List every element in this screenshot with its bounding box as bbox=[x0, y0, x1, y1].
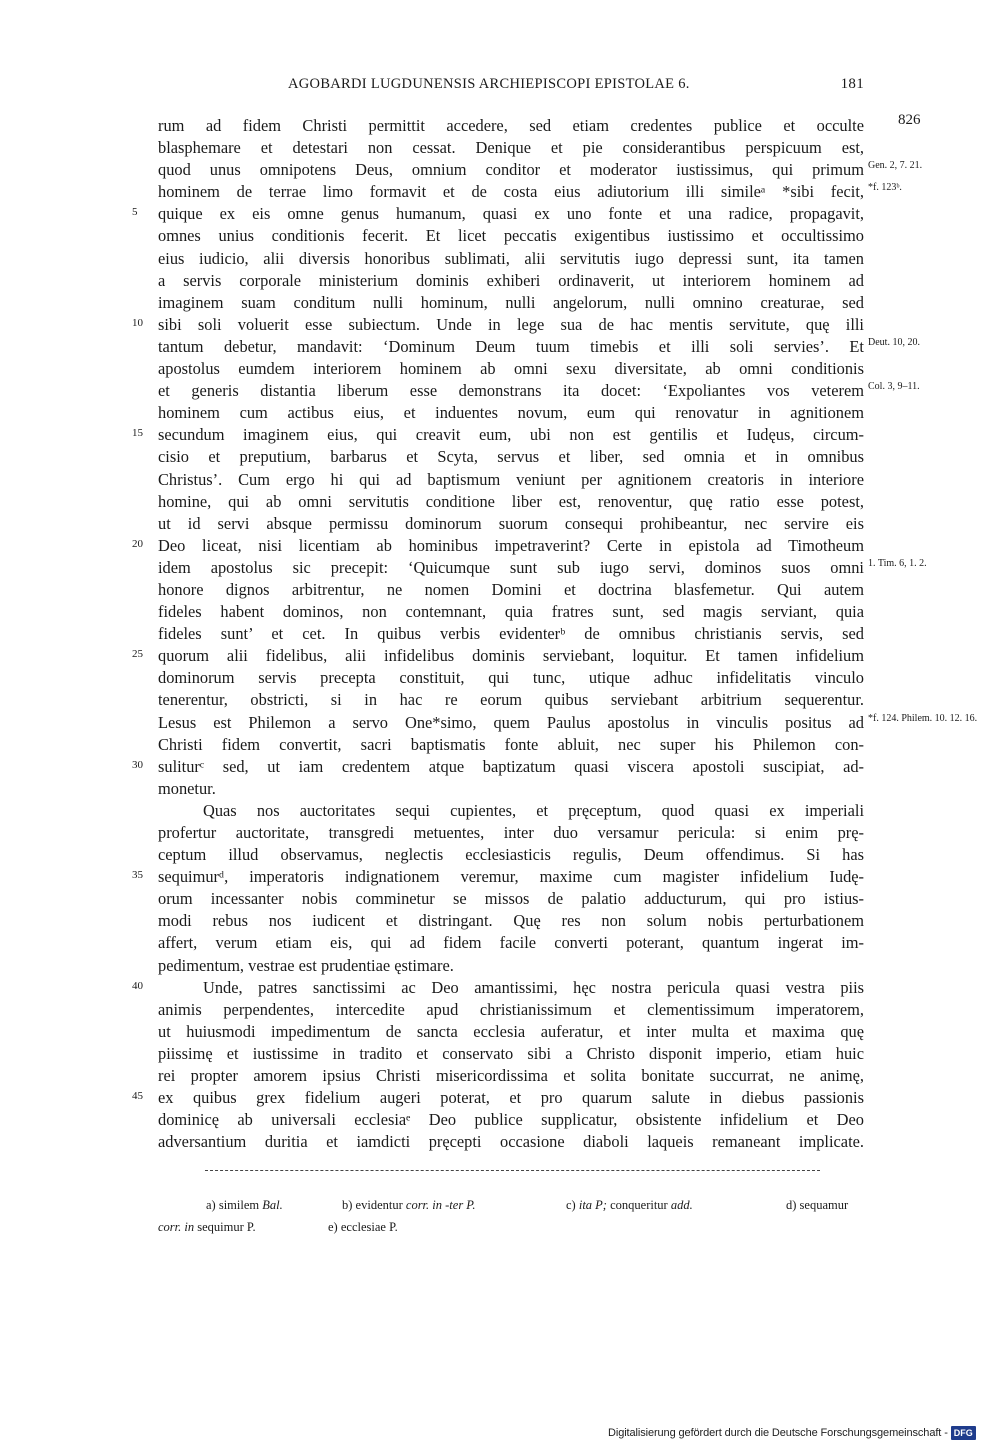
line-text: Deo liceat, nisi licentiam ab hominibus impetraverint? Certe in epistola ad Timotheum bbox=[158, 535, 864, 555]
line-text: rei propter amorem ipsius Christi misericordissima et solita bonitate succurrat, ne animę, bbox=[158, 1066, 864, 1086]
text-line bbox=[0, 866, 1000, 888]
credit-text: Digitalisierung gefördert durch die Deutsche Forschungsgemeinschaft - bbox=[608, 1427, 948, 1439]
text-line bbox=[0, 292, 1000, 314]
line-text: fideles habent dominos, non contemnant, quia fratres sunt, sed magis serviant, quia bbox=[158, 602, 864, 622]
line-text: sibi soli voluerit esse subiectum. Unde in lege sua de hac mentis servitute, quę illi bbox=[158, 314, 864, 334]
line-text: quod unus omnipotens Deus, omnium conditor et moderator iustissimus, qui primum bbox=[158, 160, 864, 180]
text-line bbox=[0, 1043, 1000, 1065]
footnote-e: e) ecclesiae P. bbox=[328, 1220, 398, 1234]
line-text: orum incessanter nobis comminetur se missos de palatio adducturum, qui pro istius- bbox=[158, 889, 864, 909]
text-line bbox=[0, 623, 1000, 645]
text-line bbox=[0, 557, 1000, 579]
line-text: affert, verum etiam eis, qui ad fidem facile converti poterant, quantum ingerat im- bbox=[158, 933, 864, 953]
text-line bbox=[0, 932, 1000, 954]
line-text: hominem cum actibus eius, et induentes novum, eum qui renovatur in agnitionem bbox=[158, 403, 864, 423]
text-line bbox=[0, 513, 1000, 535]
page-number: 181 bbox=[840, 76, 864, 92]
line-text: suliturᶜ sed, ut iam credentem atque baptizatum quasi viscera apostoli suscipiat, ad- bbox=[158, 756, 864, 776]
running-title: AGOBARDI LUGDUNENSIS ARCHIEPISCOPI EPISTOLAE 6. bbox=[288, 76, 690, 92]
line-text: blasphemare et detestari non cessat. Denique et pie considerantibus perspicuum est, bbox=[158, 138, 864, 158]
text-line bbox=[0, 1065, 1000, 1087]
margin-reference: Gen. 2, 7. 21. bbox=[868, 160, 923, 172]
line-text: dominorum servis precepta constituit, qui tunc, utique adhuc infidelitatis vinculo bbox=[158, 668, 864, 688]
text-line bbox=[0, 270, 1000, 292]
line-text: profertur auctoritate, transgredi metuentes, inter duo versamur pericula: si enim prę- bbox=[158, 823, 864, 842]
line-text: eius iudicio, alii diversis honoribus sublimati, alii servitutis iugo depressi sunt, ita tamen bbox=[158, 248, 864, 268]
line-text: Unde, patres sanctissimi ac Deo amantissimi, hęc nostra pericula quasi vestra piis bbox=[203, 977, 864, 997]
text-line bbox=[0, 446, 1000, 468]
line-text: rum ad fidem Christi permittit accedere, sed etiam credentes publice et occulte bbox=[158, 116, 864, 135]
footnote-separator bbox=[205, 1170, 820, 1171]
footnote-d: d) sequamur bbox=[786, 1198, 849, 1212]
text-line bbox=[0, 689, 1000, 711]
line-number: 30 bbox=[132, 758, 143, 771]
text-line bbox=[0, 380, 1000, 402]
line-text: ex quibus grex fidelium augeri poterat, et pro quarum salute in diebus passionis bbox=[158, 1088, 864, 1108]
text-line bbox=[0, 822, 1000, 844]
line-number: 20 bbox=[132, 537, 143, 550]
text-line bbox=[0, 1021, 1000, 1043]
digitization-credit bbox=[608, 1424, 976, 1442]
line-text: adversantium duritia et iamdicti pręcepti occasione diaboli laqueis remaneant implicate. bbox=[158, 1132, 864, 1152]
text-line bbox=[0, 314, 1000, 336]
text-line bbox=[0, 712, 1000, 734]
text-line bbox=[0, 778, 1000, 800]
text-line bbox=[0, 248, 1000, 270]
line-text: apostolus eumdem interiorem hominem ab omni sexu diversitate, ab omni conditionis bbox=[158, 359, 864, 379]
text-line bbox=[0, 112, 1000, 137]
text-line bbox=[0, 756, 1000, 778]
text-line bbox=[0, 159, 1000, 181]
margin-reference: 826 bbox=[898, 112, 921, 128]
text-line bbox=[0, 1087, 1000, 1109]
line-text: animis perpendentes, intercedite apud christianissimum et clementissimum imperatorem, bbox=[158, 999, 864, 1019]
text-line bbox=[0, 491, 1000, 513]
text-line bbox=[0, 579, 1000, 601]
line-number: 45 bbox=[132, 1090, 143, 1103]
text-line bbox=[0, 469, 1000, 491]
line-text: Christus’. Cum ergo hi qui ad baptismum veniunt per agnitionem creatoris in interiore bbox=[158, 469, 864, 489]
line-text: monetur. bbox=[158, 778, 216, 798]
text-line bbox=[0, 535, 1000, 557]
line-text: piissimę et iustissime in tradito et conservato sibi a Christo disponit imperio, etiam huic bbox=[158, 1043, 864, 1063]
footnote-line-2 bbox=[158, 1216, 864, 1238]
margin-reference: *f. 124. Philem. 10. 12. 16. bbox=[868, 712, 978, 724]
line-text: a servis corporale ministerium dominis exhiberi ordinaverit, ut interiorem hominem ad bbox=[158, 270, 864, 290]
text-line bbox=[0, 667, 1000, 689]
footnotes bbox=[158, 1194, 864, 1238]
text-line bbox=[0, 203, 1000, 225]
line-text: sequimurᵈ, imperatoris indignationem veremur, maxime cum magister infidelium Iudę- bbox=[158, 867, 864, 887]
line-text: idem apostolus sic precepit: ‘Quicumque sunt sub iugo servi, dominos suos omni bbox=[158, 557, 864, 577]
line-text: ceptum illud observamus, neglectis ecclesiasticis regulis, Deum offendimus. Si has bbox=[158, 845, 864, 865]
line-text: hominem de terrae limo formavit et de costa eius adiutorium illi simileᵃ *sibi fecit, bbox=[158, 182, 864, 202]
footnote-line-1 bbox=[158, 1194, 864, 1216]
text-line bbox=[0, 734, 1000, 756]
margin-reference: Col. 3, 9–11. bbox=[868, 381, 920, 393]
line-number: 25 bbox=[132, 648, 143, 661]
line-text: Quas nos auctoritates sequi cupientes, et pręceptum, quod quasi ex imperiali bbox=[203, 800, 864, 820]
line-text: ut huiusmodi impedimentum de sancta ecclesia auferatur, et inter multa et maxima quę bbox=[158, 1021, 864, 1041]
line-text: fideles sunt’ et cet. In quibus verbis evidenterᵇ de omnibus christianis servis, sed bbox=[158, 624, 864, 644]
line-text: tenerentur, obstricti, si in hac re eorum quibus serviebant arbitrium sequerentur. bbox=[158, 690, 864, 710]
line-text: modi rebus nos iudicent et distringant. Quę res non solum nobis perturbationem bbox=[158, 911, 864, 931]
line-number: 35 bbox=[132, 869, 143, 882]
line-text: homine, qui ab omni servitutis conditione liber est, renoventur, quę ratio esse potest, bbox=[158, 491, 864, 511]
text-line bbox=[0, 601, 1000, 623]
line-text: pedimentum, vestrae est prudentiae ęstimare. bbox=[158, 955, 454, 975]
text-line bbox=[0, 999, 1000, 1021]
line-number: 5 bbox=[132, 206, 138, 219]
line-text: honore dignos arbitrentur, ne nomen Domini et doctrina blasfemetur. Qui autem bbox=[158, 579, 864, 599]
margin-reference: 1. Tim. 6, 1. 2. bbox=[868, 557, 927, 569]
text-line bbox=[0, 955, 1000, 977]
footnote-a: a) similem Bal. bbox=[206, 1198, 283, 1212]
line-text: tantum debetur, mandavit: ‘Dominum Deum tuum timebis et illi soli servies’. Et bbox=[158, 336, 864, 356]
line-text: Lesus est Philemon a servo One*simo, quem Paulus apostolus in vinculis positus ad bbox=[158, 712, 864, 732]
margin-reference: Deut. 10, 20. bbox=[868, 336, 920, 348]
text-line bbox=[0, 424, 1000, 446]
text-line bbox=[0, 910, 1000, 932]
text-line bbox=[0, 137, 1000, 159]
line-text: cisio et preputium, barbarus et Scyta, servus et liber, sed omnia et in omnibus bbox=[158, 447, 864, 467]
text-line bbox=[0, 1109, 1000, 1131]
text-line bbox=[0, 336, 1000, 358]
text-line bbox=[0, 358, 1000, 380]
footnote-d-cont: corr. in sequimur P. bbox=[158, 1220, 256, 1234]
line-text: quorum alii fidelibus, alii infidelibus dominis serviebant, loquitur. Et tamen infidelium bbox=[158, 646, 864, 666]
text-line bbox=[0, 402, 1000, 424]
epistle-text bbox=[0, 112, 1000, 1153]
text-line bbox=[0, 225, 1000, 247]
line-text: secundum imaginem eius, qui creavit eum, ubi non est gentilis et Iudęus, circum- bbox=[158, 425, 864, 445]
text-line bbox=[0, 844, 1000, 866]
margin-reference: *f. 123ᵇ. bbox=[868, 182, 902, 194]
text-line bbox=[0, 977, 1000, 999]
line-text: Christi fidem convertit, sacri baptismatis fonte abluit, nec super his Philemon con- bbox=[158, 734, 864, 754]
dfg-logo: DFG bbox=[951, 1426, 976, 1440]
line-text: et generis distantia liberum esse demonstrans ita docet: ‘Expoliantes vos veterem bbox=[158, 381, 864, 401]
text-line bbox=[0, 1131, 1000, 1153]
line-text: omnes unius conditionis fecerit. Et licet peccatis exigentibus iustissimo et occultissimo bbox=[158, 226, 864, 246]
line-text: ut id servi absque permissu dominorum suorum consequi prohibeantur, nec servire eis bbox=[158, 513, 864, 533]
text-line bbox=[0, 181, 1000, 203]
text-line bbox=[0, 888, 1000, 910]
text-line bbox=[0, 800, 1000, 822]
line-number: 15 bbox=[132, 427, 143, 440]
line-number: 40 bbox=[132, 979, 143, 992]
line-text: quique ex eis omne genus humanum, quasi ex uno fonte et una radice, propagavit, bbox=[158, 204, 864, 224]
line-number: 10 bbox=[132, 316, 143, 329]
text-line bbox=[0, 645, 1000, 667]
footnote-c: c) ita P; conqueritur add. bbox=[566, 1198, 693, 1212]
line-text: dominicę ab universali ecclesiaᵉ Deo publice supplicatur, obsistente infidelium et Deo bbox=[158, 1110, 864, 1130]
line-text: imaginem suam conditum nulli hominum, nulli angelorum, nulli omnino creaturae, sed bbox=[158, 292, 864, 312]
footnote-b: b) evidentur corr. in -ter P. bbox=[342, 1198, 476, 1212]
running-head bbox=[158, 76, 864, 98]
